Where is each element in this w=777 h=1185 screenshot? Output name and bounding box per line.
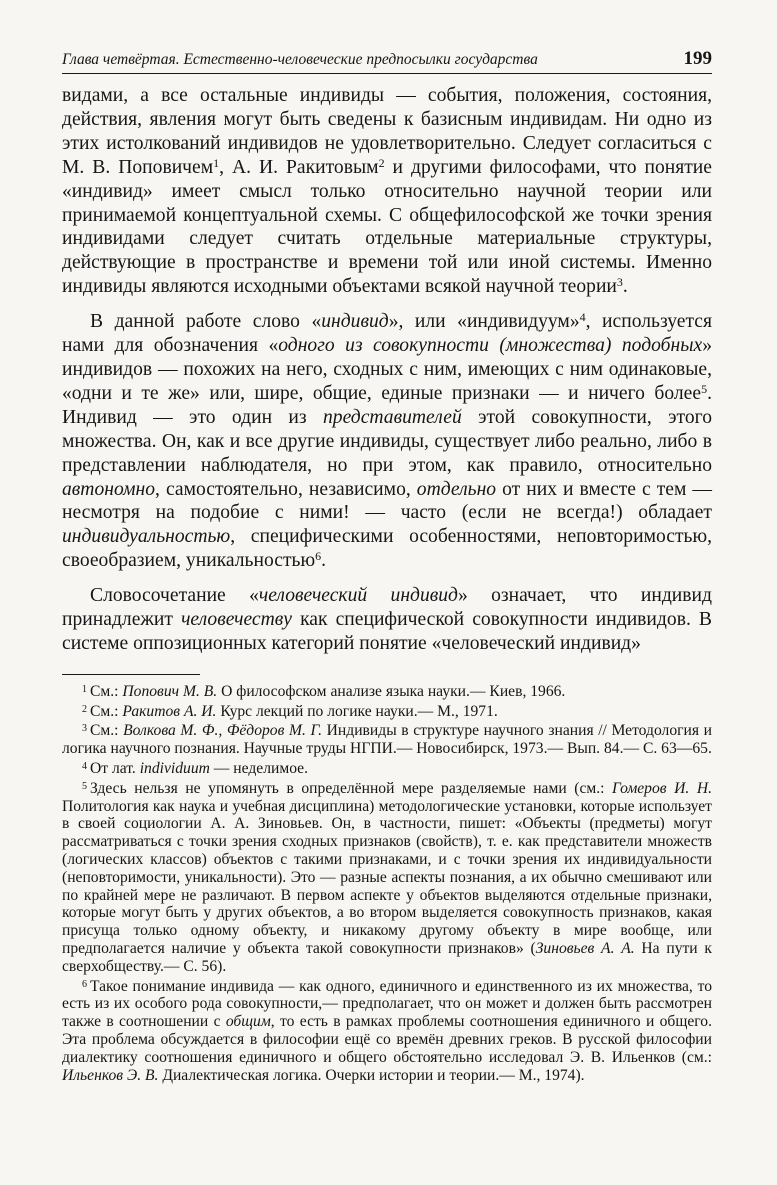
- footnote-italic: общим: [225, 1013, 271, 1031]
- footnote-ref-5[interactable]: 5: [701, 381, 708, 396]
- footnote-number: 1: [82, 683, 87, 695]
- footnote-number: 4: [82, 761, 87, 773]
- p2-italic-1: индивид: [321, 311, 389, 333]
- p2-text-h: от них и вместе с тем — несмотря на подобие с ними! — часто (если не всегда!) обладает: [62, 478, 712, 524]
- footnote-author: Гомеров И. Н.: [612, 779, 712, 797]
- main-text: [62, 84, 712, 656]
- footnote-prefix: См.:: [90, 682, 123, 700]
- p2-text-a: В данной работе слово «: [90, 311, 322, 333]
- p1-text: видами, а все остальные индивиды — события, положения, состояния, действия, явления могут быть сведены к базисным индивидам. Ни одно из этих истолкований индивидов не удовлетворительно. Следует согласиться с М. В. Поповичем: [62, 85, 712, 178]
- paragraph-2: [62, 310, 712, 573]
- p2-italic-2: одного из совокупности (множества) подобных: [278, 335, 703, 357]
- footnote-number: 5: [82, 780, 87, 792]
- footnotes: [62, 681, 712, 1085]
- footnote-ref-4[interactable]: 4: [579, 310, 586, 325]
- footnote-author: Ильенков Э. В.: [62, 1066, 159, 1084]
- p3-italic-2: человечеству: [181, 609, 292, 631]
- footnote-text-c: Диалектическая логика. Очерки истории и теории.— М., 1974).: [158, 1066, 585, 1084]
- p3-text-c: как специфической совокупности индивидов. В системе оппозиционных категорий понятие «человеческий индивид»: [62, 609, 712, 654]
- p3-text-a: Словосочетание «: [90, 585, 259, 607]
- p3-italic-1: человеческий индивид: [258, 585, 458, 607]
- chapter-title: Глава четвёртая. Естественно-человеческие предпосылки государства: [62, 51, 538, 68]
- footnote-author: individuum: [139, 760, 210, 778]
- p2-text-c: , используется нами для обозначения «: [62, 311, 713, 357]
- running-head: [62, 48, 712, 74]
- footnote-text-c: На пути к сверхобществу.— С. 56).: [62, 940, 712, 975]
- footnote-2: [62, 701, 712, 721]
- p1-text-d: .: [622, 276, 628, 298]
- footnote-5: [62, 778, 712, 976]
- footnote-text: Курс лекций по логике науки.— М., 1971.: [216, 702, 498, 720]
- footnote-ref-1[interactable]: 1: [213, 155, 220, 170]
- footnote-author: Попович М. В.: [122, 682, 218, 700]
- p2-italic-4: автономно: [62, 478, 156, 500]
- footnote-6: [62, 976, 712, 1085]
- footnote-1: [62, 681, 712, 701]
- page-number: 199: [683, 48, 712, 69]
- p1-text-c: и другими философами, что понятие «индивид» имеет смысл только относительно научной теории или принимаемой концептуальной схемы. С общефилософской же точки зрения индивидами следует считать отдельные материальные структуры, действующие в пространстве и времени той или иной системы. Именно индивиды являются исходными объектами всякой научной теории: [62, 156, 712, 298]
- p2-text-d: » индивидов — похожих на него, сходных с ним, имеющих с ним одинаковые, «одни и те же» или, шире, общие, единые признаки — и ничего более: [62, 335, 712, 404]
- footnote-prefix: См.:: [90, 702, 123, 720]
- footnote-3: [62, 720, 712, 758]
- p2-text-e: . Индивид — это один из: [62, 382, 712, 428]
- p1-text-b: , А. И. Ракитовым: [219, 156, 379, 178]
- footnote-number: 3: [82, 723, 87, 735]
- footnote-ref-6[interactable]: 6: [315, 549, 322, 564]
- footnote-number: 2: [82, 703, 87, 715]
- book-page: [62, 48, 712, 1084]
- footnote-ref-3[interactable]: 3: [616, 275, 623, 290]
- footnote-text-a: Здесь нельзя не упомянуть в определённой мере разделяемые нами (см.:: [90, 779, 613, 797]
- footnote-text-b: , то есть в рамках проблемы соотношения единичного и общего. Эта проблема обсуждается в философии ещё со времён древних греков. В русской философии диалектику соотношения единичного и общего обстоятельно исследовал Э. В. Ильенков (см.:: [62, 1013, 712, 1066]
- footnote-ref-2[interactable]: 2: [378, 155, 385, 170]
- footnote-text: — неделимое.: [209, 760, 308, 778]
- footnote-text-b: Политология как наука и учебная дисциплина) методологические установки, которые использует в своей социологии А. А. Зиновьев. Он, в частности, пишет: «Объекты (предметы) могут рассматриваться с точки зрения сходных признаков (свойств), т. е. как представители множеств (логических классов) объектов с такими признаками, и с точки зрения их индивидуальности (неповторимости, уникальности). Это — разные аспекты познания, а их обычно смешивают или по крайней мере не различают. В первом аспекте у объектов выделяются отдельные признаки, которые могут быть у других объектов, а во втором выделяется совокупность признаков, какая присуща только одному объекту, и никакому другому объекту в мире вообще, или предполагается наличие у объекта такой совокупности признаков» (: [62, 797, 712, 957]
- footnote-divider: [62, 674, 200, 675]
- footnote-number: 6: [82, 978, 87, 990]
- p2-italic-5: отдельно: [416, 478, 497, 500]
- paragraph-3: [62, 584, 712, 656]
- footnote-author: Волкова М. Ф., Фёдоров М. Г.: [123, 722, 323, 740]
- footnote-text: О философском анализе языка науки.— Киев, 1966.: [217, 682, 566, 700]
- p2-italic-6: индивидуальностью: [62, 526, 231, 548]
- p2-text-i: , специфическими особенностями, неповторимостью, своеобразием, уникальностью: [62, 526, 712, 572]
- p2-italic-3: представителей: [322, 406, 462, 428]
- p2-text-j: .: [321, 550, 327, 572]
- p2-text-b: », или «индивидуум»: [388, 311, 580, 333]
- footnote-4: [62, 758, 712, 778]
- p3-text-b: » означает, что индивид принадлежит: [62, 585, 712, 631]
- p2-text-g: , самостоятельно, независимо,: [155, 478, 417, 500]
- footnote-text-a: Такое понимание индивида — как одного, единичного и единственного из их множества, то есть из их особого рода совокупности,— предполагает, что он может и должен быть рассмотрен также в соотношении с: [62, 977, 712, 1031]
- footnote-prefix: См.:: [90, 722, 124, 740]
- p2-text-f: этой совокупности, этого множества. Он, как и все другие индивиды, существует либо реально, либо в представлении наблюдателя, но при этом, как правило, относительно: [62, 406, 712, 476]
- footnote-prefix: От лат.: [90, 760, 140, 778]
- paragraph-1: [62, 84, 712, 299]
- footnote-author: Ракитов А. И.: [122, 702, 217, 720]
- footnote-text: Индивиды в структуре научного знания // Методология и логика научного познания. Научные труды НГПИ.— Новосибирск, 1973.— Вып. 84.— С. 63—65.: [62, 722, 713, 758]
- footnote-author: Зиновьев А. А.: [535, 940, 635, 957]
